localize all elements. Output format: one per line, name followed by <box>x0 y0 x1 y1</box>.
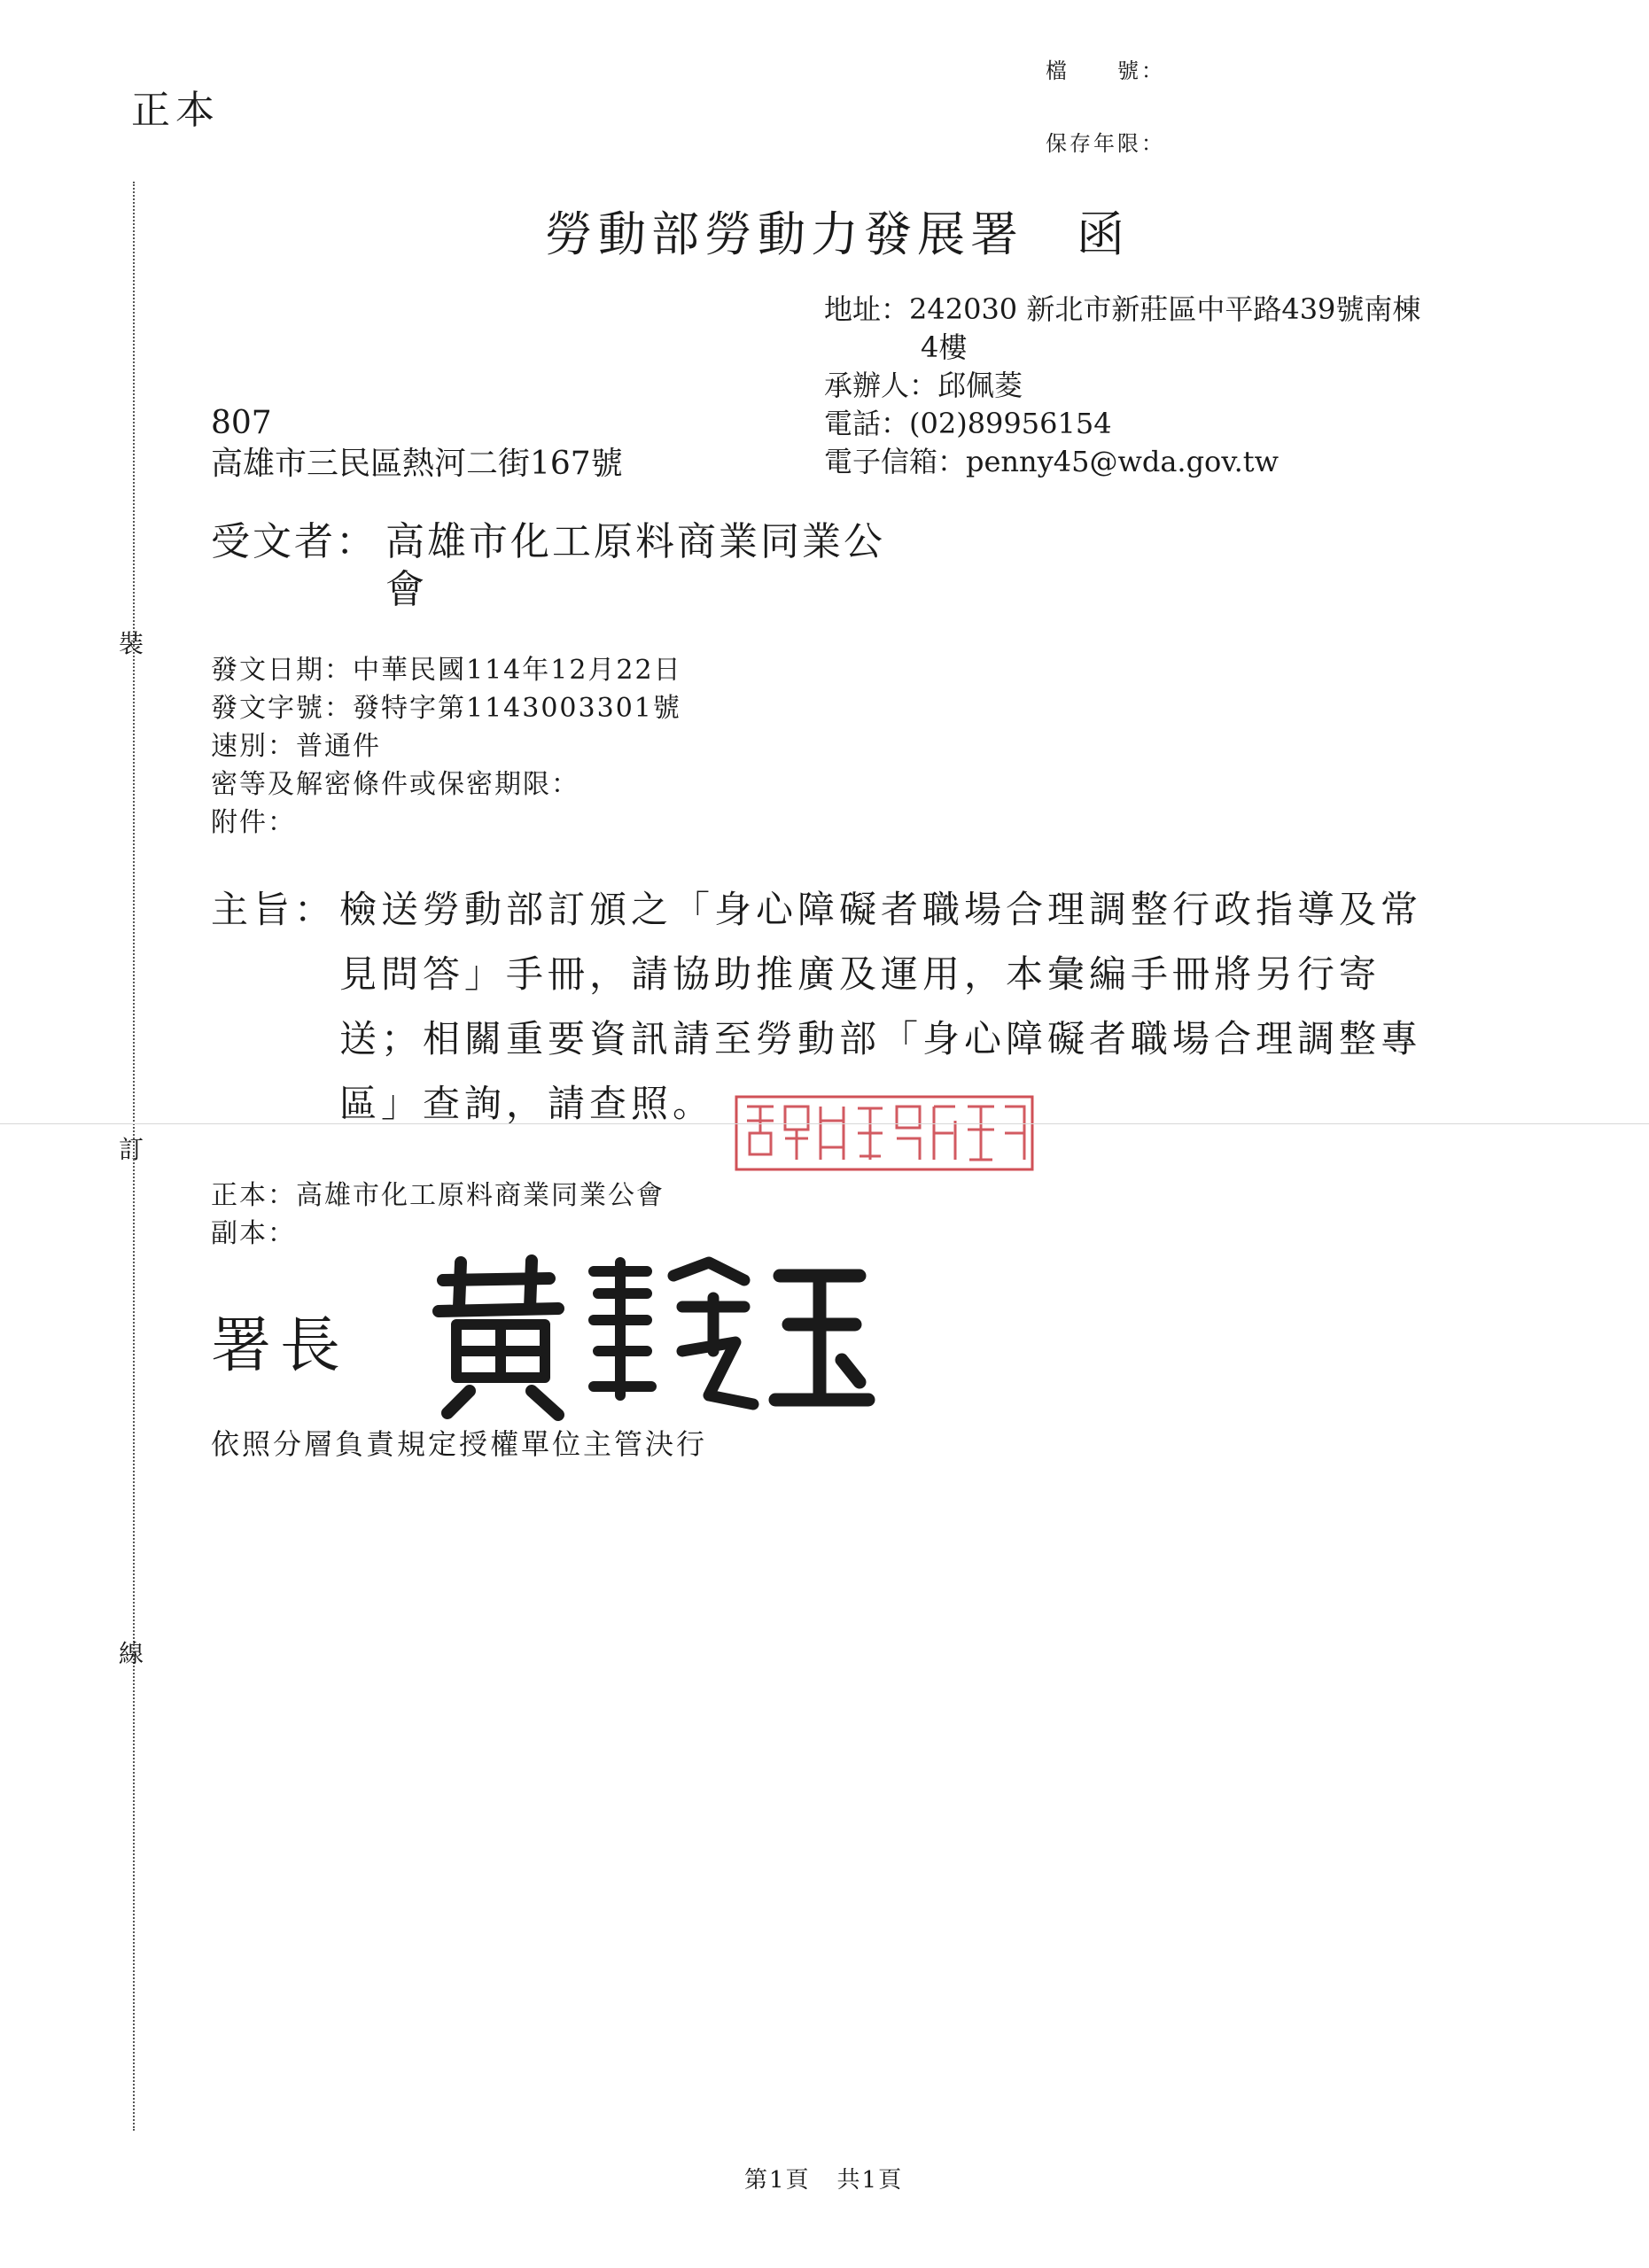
recipient-block <box>211 518 885 614</box>
original-copy-mark: 正本 <box>131 88 220 133</box>
page-footer <box>744 2162 903 2194</box>
secrecy-level: 密等及解密條件或保密期限： <box>211 769 579 800</box>
delivery-speed: 速別：普通件 <box>211 731 381 762</box>
original-recipient: 正本：高雄市化工原料商業同業公會 <box>211 1180 665 1211</box>
duplicate-recipients: 副本： <box>211 1218 296 1249</box>
document-title: 勞動部勞動力發展署 函 <box>545 206 1130 262</box>
binding-mark: 訂 <box>119 1135 144 1164</box>
scan-artifact-line <box>0 1123 1649 1124</box>
page-number: 第1頁 <box>744 2167 811 2194</box>
director-title: 署長 <box>211 1311 350 1381</box>
page-total: 共1頁 <box>836 2167 904 2194</box>
sender-address: 地址：242030 新北市新莊區中平路439號南棟 <box>824 292 1421 326</box>
document-number: 發文字號：發特字第1143003301號 <box>211 693 681 724</box>
recipient-name: 高雄市化工原料商業同業公 <box>385 519 885 564</box>
sender-contact-block <box>824 291 1420 481</box>
recipient-name-cont: 會 <box>385 567 427 612</box>
recipient-address-block <box>211 403 623 485</box>
subject-line: 區」查詢，請查照。 <box>339 1082 715 1125</box>
document-fields <box>211 651 682 842</box>
issue-date: 發文日期：中華民國114年12月22日 <box>211 655 682 686</box>
official-seal-stamp <box>734 1094 1035 1172</box>
contact-phone: 電話：(02)89956154 <box>824 407 1112 440</box>
handler-name: 承辦人：邱佩菱 <box>824 369 1023 402</box>
recipient-label: 受文者： <box>211 519 377 564</box>
postal-code: 807 <box>211 405 272 441</box>
subject-line: 送；相關重要資訊請至勞動部「身心障礙者職場合理調整專 <box>339 1017 1423 1060</box>
subject-line: 見問答」手冊，請協助推廣及運用，本彙編手冊將另行寄 <box>339 952 1381 996</box>
subject-label: 主旨： <box>211 888 337 931</box>
sender-address-cont: 4樓 <box>921 330 968 364</box>
contact-email: 電子信箱：penny45@wda.gov.tw <box>824 445 1280 478</box>
subject-line: 檢送勞動部訂頒之「身心障礙者職場合理調整行政指導及常 <box>339 888 1423 931</box>
file-number-label: 檔 號： <box>1046 58 1165 83</box>
binding-mark: 線 <box>119 1639 144 1668</box>
attachments: 附件： <box>211 807 296 838</box>
director-signature-seal <box>416 1245 877 1422</box>
copies-block <box>211 1177 665 1253</box>
delegation-note: 依照分層負責規定授權單位主管決行 <box>211 1427 708 1461</box>
retention-period-label: 保存年限： <box>1046 131 1165 156</box>
recipient-street-address: 高雄市三民區熱河二街167號 <box>211 446 623 482</box>
binding-mark: 裝 <box>119 629 144 658</box>
